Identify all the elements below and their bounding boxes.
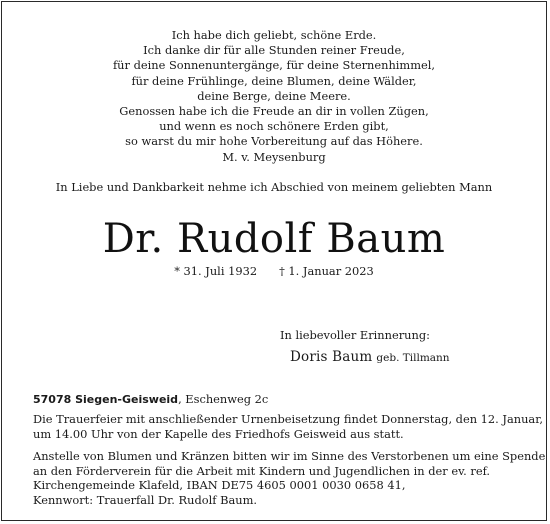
life-dates (2, 264, 546, 278)
poem-author: M. v. Meysenburg (222, 149, 326, 164)
donation-request (33, 449, 546, 507)
mourner-address (33, 392, 268, 406)
poem-line: deine Berge, deine Meere. (197, 88, 351, 103)
poem (2, 28, 546, 165)
signer-name: Doris Baum (290, 349, 373, 365)
obituary-notice (1, 1, 547, 521)
funeral-line: um 14.00 Uhr von der Kapelle des Friedhofs Geisweid aus statt. (33, 426, 404, 441)
address-street: , Eschenweg 2c (178, 392, 269, 406)
address-postal-city: 57078 Siegen-Geisweid (33, 393, 179, 406)
signer-maiden-name: geb. Tillmann (376, 352, 450, 364)
birth-date: * 31. Juli 1932 (174, 264, 258, 278)
donation-line: Kennwort: Trauerfall Dr. Rudolf Baum. (33, 492, 258, 507)
poem-line: für deine Frühlinge, deine Blumen, deine Wälder, (131, 73, 417, 88)
poem-line: und wenn es noch schönere Erden gibt, (159, 119, 389, 134)
funeral-line: Die Trauerfeier mit anschließender Urnenbeisetzung findet Donnerstag, den 12. Januar, (33, 412, 544, 426)
remembrance-label: In liebevoller Erinnerung: (280, 328, 430, 342)
poem-line: Genossen habe ich die Freude an dir in vollen Zügen, (119, 104, 429, 119)
farewell-intro: In Liebe und Dankbarkeit nehme ich Abschied von meinem geliebten Mann (55, 180, 493, 194)
donation-line: an den Förderverein für die Arbeit mit Kindern und Jugendlichen in der ev. ref. (33, 463, 491, 478)
deceased-name: Dr. Rudolf Baum (102, 216, 446, 262)
donation-line: Anstelle von Blumen und Kränzen bitten wir im Sinne des Verstorbenen um eine Spende (33, 449, 546, 463)
donation-line: Kirchengemeinde Klafeld, IBAN DE75 4605 0001 0030 0658 41, (33, 478, 406, 493)
funeral-details (33, 412, 544, 441)
poem-line: für deine Sonnenuntergänge, für deine Sternenhimmel, (112, 58, 436, 73)
signer (290, 346, 450, 365)
poem-line: so warst du mir hohe Vorbereitung auf das Höhere. (125, 134, 423, 149)
poem-line: Ich danke dir für alle Stunden reiner Freude, (143, 43, 405, 58)
poem-line: Ich habe dich geliebt, schöne Erde. (171, 28, 377, 42)
death-date: † 1. Januar 2023 (279, 264, 374, 278)
